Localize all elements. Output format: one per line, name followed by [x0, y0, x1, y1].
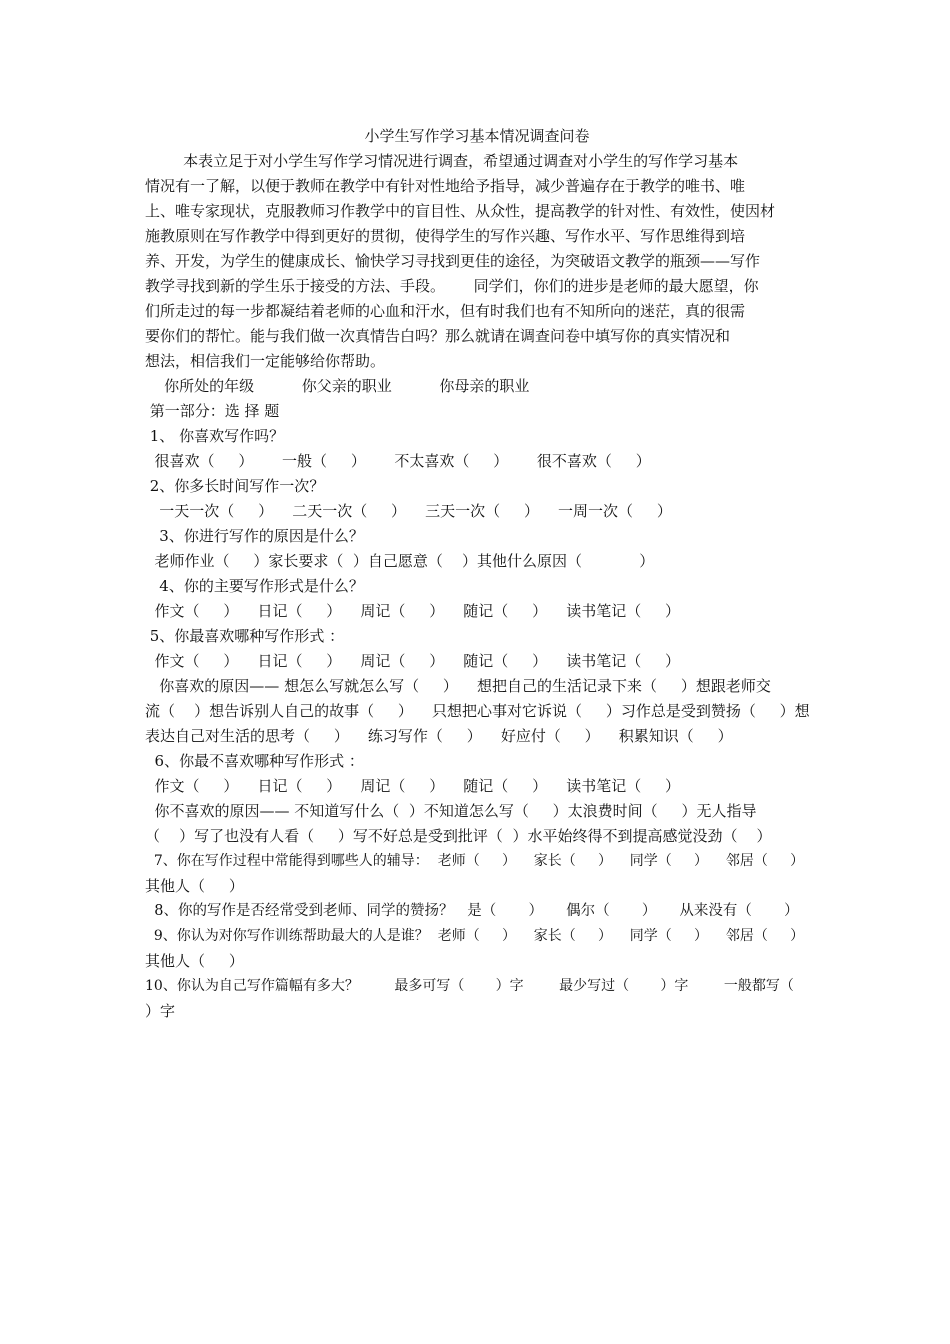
question-list [145, 424, 809, 1024]
question-3: 3、你进行写作的原因是什么？ [145, 527, 364, 545]
question-8: 8、你的写作是否经常受到老师、同学的赞扬？ 是（ ） 偶尔（ ） 从来没有（ ） [145, 903, 799, 919]
question-5-reasons: 流（ ）想告诉别人自己的故事（ ） 只想把心事对它诉说（ ）习作总是受到赞扬（ ）想 [145, 702, 810, 720]
question-7-options: 其他人（ ） [145, 877, 244, 895]
intro-line: 要你们的帮忙。能与我们做一次真情告白吗？那么就请在调查问卷中填写你的真实情况和 [145, 327, 731, 345]
intro-line: 们所走过的每一步都凝结着老师的心血和汗水，但有时我们也有不知所向的迷茫，真的很需 [145, 302, 746, 320]
question-5-reasons: 你喜欢的原因—— 想怎么写就怎么写（ ） 想把自己的生活记录下来（ ）想跟老师交 [145, 677, 771, 695]
intro-paragraph [145, 149, 809, 374]
intro-line: 教学寻找到新的学生乐于接受的方法、手段。 同学们，你们的进步是老师的最大愿望，你 [145, 277, 759, 295]
intro-line: 情况有一了解，以便于教师在教学中有针对性地给予指导，减少普遍存在于教学的唯书、唯 [145, 177, 746, 195]
question-5-reasons: 表达自己对生活的思考（ ） 练习写作（ ） 好应付（ ） 积累知识（ ） [145, 727, 733, 745]
question-2-options: 一天一次（ ） 二天一次（ ） 三天一次（ ） 一周一次（ ） [145, 502, 672, 520]
question-7: 7、你在写作过程中常能得到哪些人的辅导： 老师（ ） 家长（ ） 同学（ ） 邻居（ ） [145, 853, 805, 869]
question-6: 6、你最不喜欢哪种写作形式 ： [145, 752, 364, 770]
intro-line: 上、唯专家现状，克服教师习作教学中的盲目性、从众性，提高教学的针对性、有效性，使因材 [145, 202, 776, 220]
question-6-options: 作文（ ） 日记（ ） 周记（ ） 随记（ ） 读书笔记（ ） [145, 777, 681, 795]
respondent-info-line: 你所处的年级 你父亲的职业 你母亲的职业 [145, 377, 530, 395]
question-4-options: 作文（ ） 日记（ ） 周记（ ） 随记（ ） 读书笔记（ ） [145, 602, 681, 620]
document-page [145, 124, 809, 1024]
question-6-reasons: （ ）写了也没有人看（ ）写不好总是受到批评（ ）水平始终得不到提高感觉没劲（ ） [145, 827, 772, 845]
question-6-reasons: 你不喜欢的原因—— 不知道写什么（ ）不知道怎么写（ ）太浪费时间（ ）无人指导 [145, 802, 757, 820]
section-heading: 第一部分：选 择 题 [145, 402, 280, 420]
question-5: 5、你最喜欢哪种写作形式 ： [145, 627, 345, 645]
question-1-options: 很喜欢（ ） 一般（ ） 不太喜欢（ ） 很不喜欢（ ） [145, 452, 651, 470]
intro-line: 本表立足于对小学生写作学习情况进行调查，希望通过调查对小学生的写作学习基本 [145, 152, 739, 170]
intro-line: 想法，相信我们一定能够给你帮助。 [145, 352, 386, 370]
question-9-options: 其他人（ ） [145, 952, 244, 970]
question-1: 1、 你喜欢写作吗？ [145, 427, 285, 445]
question-2: 2、你多长时间写作一次？ [145, 477, 325, 495]
question-9: 9、你认为对你写作训练帮助最大的人是谁？ 老师（ ） 家长（ ） 同学（ ） 邻居（ ） [145, 928, 805, 944]
question-4: 4、你的主要写作形式是什么？ [145, 577, 364, 595]
question-10: 10、你认为自己写作篇幅有多大？ 最多可写（ ）字 最少写过（ ）字 一般都写（ [145, 978, 794, 994]
document-title: 小学生写作学习基本情况调查问卷 [364, 127, 590, 145]
question-10-options: ）字 [145, 1002, 176, 1020]
question-3-options: 老师作业（ ）家长要求（ ）自己愿意（ ）其他什么原因（ ） [145, 552, 655, 570]
question-5-options: 作文（ ） 日记（ ） 周记（ ） 随记（ ） 读书笔记（ ） [145, 652, 681, 670]
intro-line: 养、开发，为学生的健康成长、愉快学习寻找到更佳的途径，为突破语文教学的瓶颈——写作 [145, 252, 761, 270]
intro-line: 施教原则在写作教学中得到更好的贯彻，使得学生的写作兴趣、写作水平、写作思维得到培 [145, 227, 746, 245]
